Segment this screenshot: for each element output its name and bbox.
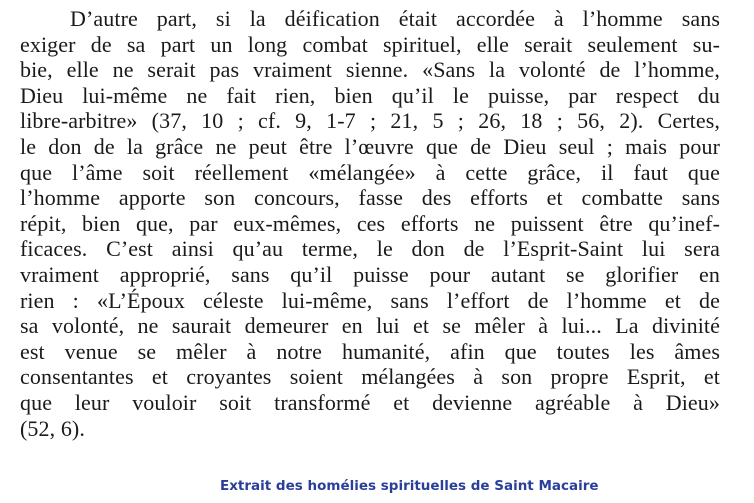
text-line: exiger de sa part un long combat spirituel, elle serait seulement su- (20, 31, 720, 57)
text-line: que l’âme soit réellement «mélangée» à cette grâce, il faut que (20, 159, 720, 185)
text-line: que leur vouloir soit transformé et devienne agréable à Dieu» (20, 389, 720, 415)
text-line: libre-arbitre» (37, 10 ; cf. 9, 1-7 ; 21, 5 ; 26, 18 ; 56, 2). Certes, (20, 108, 720, 134)
text-line: (52, 6). (20, 415, 85, 441)
text-line: est venue se mêler à notre humanité, afin que toutes les âmes (20, 338, 720, 364)
body-text (20, 6, 720, 441)
text-line: répit, bien que, par eux-mêmes, ces efforts ne puissent être qu’inef- (20, 210, 720, 236)
text-line: bie, elle ne serait pas vraiment sienne. «Sans la volonté de l’homme, (20, 57, 720, 83)
text-line: consentantes et croyantes soient mélangées à son propre Esprit, et (20, 364, 720, 390)
text-line: D’autre part, si la déification était accordée à l’homme sans (70, 6, 720, 31)
text-line: le don de la grâce ne peut être l’œuvre que de Dieu seul ; mais pour (20, 133, 720, 159)
text-line: l’homme apporte son concours, fasse des efforts et combatte sans (20, 185, 720, 211)
text-line: sa volonté, ne saurait demeurer en lui et se mêler à lui... La divinité (20, 313, 720, 339)
text-line: ficaces. C’est ainsi qu’au terme, le don de l’Esprit-Saint lui sera (20, 236, 720, 262)
source-caption: Extrait des homélies spirituelles de Saint Macaire (220, 478, 599, 494)
text-line: Dieu lui-même ne fait rien, bien qu’il le puisse, par respect du (20, 82, 720, 108)
text-line: rien : «L’Époux céleste lui-même, sans l’effort de l’homme et de (20, 287, 720, 313)
text-line: vraiment approprié, sans qu’il puisse pour autant se glorifier en (20, 261, 720, 287)
